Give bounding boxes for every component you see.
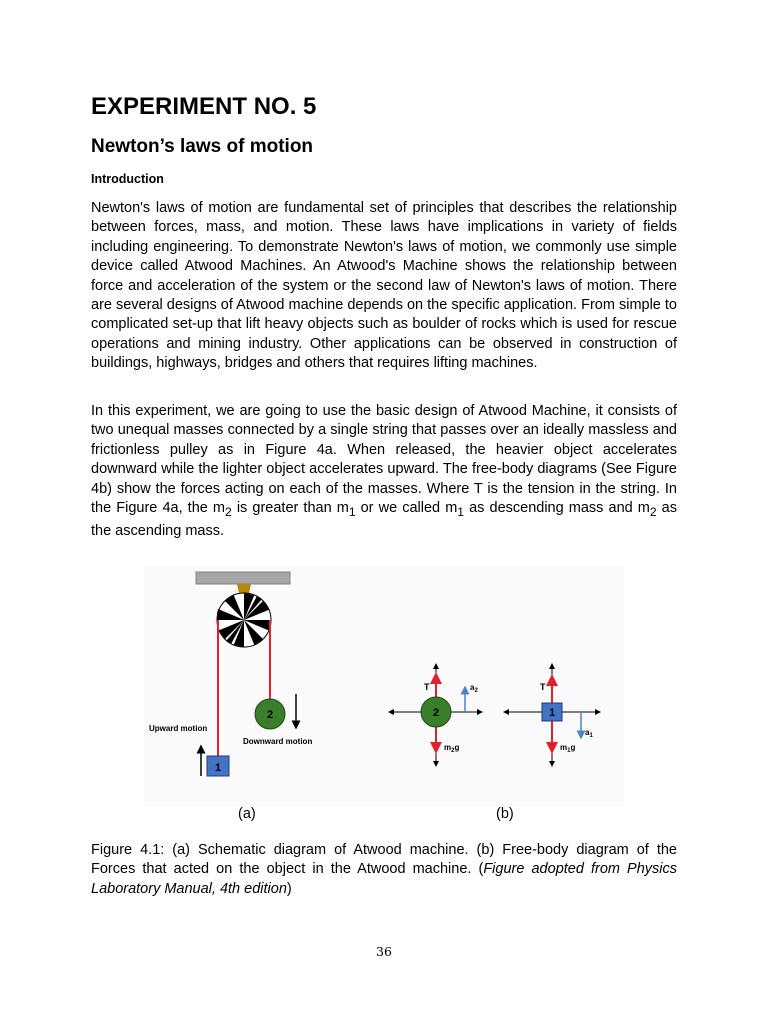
page-number: 36 bbox=[376, 944, 392, 959]
svg-text:m1g: $m_1g$ bbox=[560, 743, 576, 754]
downward-motion-label: Downward motion bbox=[243, 737, 313, 746]
upward-motion-label: Upward motion bbox=[149, 724, 208, 733]
mass-1-label: 1 bbox=[214, 762, 222, 774]
svg-text:T: T bbox=[540, 682, 546, 692]
figure-label-a: (a) bbox=[238, 806, 256, 822]
introduction-heading: Introduction bbox=[91, 172, 164, 186]
paragraph-intro: Newton's laws of motion are fundamental set of principles that describes the relationship between forces, mass, and motion. These laws have implications in variety of fields including engineering. To demonstrate Newton's laws of motion, we commonly use simple device called Atwood Machines. An Atwood's Machine shows the relationship between force and acceleration of the system or the second law of Newton's laws of motion. There are several designs of Atwood machine depends on the specific application. From simple to complicated set-up that lift heavy objects such as boulder of rocks which is used for rescue operations and mining industry. Other applications can be observed in construction of buildings, highways, bridges and others that requires lifting machines. bbox=[91, 200, 677, 372]
ceiling-bar bbox=[196, 572, 290, 584]
figure-label-b: (b) bbox=[496, 806, 514, 822]
atwood-figure bbox=[144, 566, 624, 806]
svg-text:2: 2 bbox=[432, 707, 440, 719]
paragraph-experiment: In this experiment, we are going to use the basic design of Atwood Machine, it consists of two unequal masses connected by a single string that passes over an ideally massless and frictionless pulley as in Figure 4a. When released, the heavier object accelerates downward while the lighter object accelerates upward. The free-body diagrams (See Figure 4b) show the forces acting on each of the masses. Where T is the tension in the string. In the Figure 4a, the $m_2$ is greater than $m_1$ or we called $m_1$ as descending mass and $m_2$ as the ascending mass. bbox=[91, 403, 677, 540]
svg-text:1: 1 bbox=[548, 707, 556, 719]
section-title: Newton’s laws of motion bbox=[91, 136, 314, 157]
svg-text:T: T bbox=[424, 682, 430, 692]
svg-text:a2: $a_2$ bbox=[470, 683, 478, 694]
pulley bbox=[217, 593, 271, 647]
svg-text:m2g: $m_2g$ bbox=[444, 743, 460, 754]
mass-2-label: 2 bbox=[266, 709, 274, 721]
figure-caption: Figure 4.1: (a) Schematic diagram of Atwood machine. (b) Free-body diagram of the Forces that acted on the object in the Atwood machine. (Figure adopted from Physics Laboratory Manual, 4th edition) bbox=[91, 842, 678, 897]
svg-text:a1: $a_1$ bbox=[585, 728, 593, 739]
page-title: EXPERIMENT NO. 5 bbox=[91, 93, 317, 120]
